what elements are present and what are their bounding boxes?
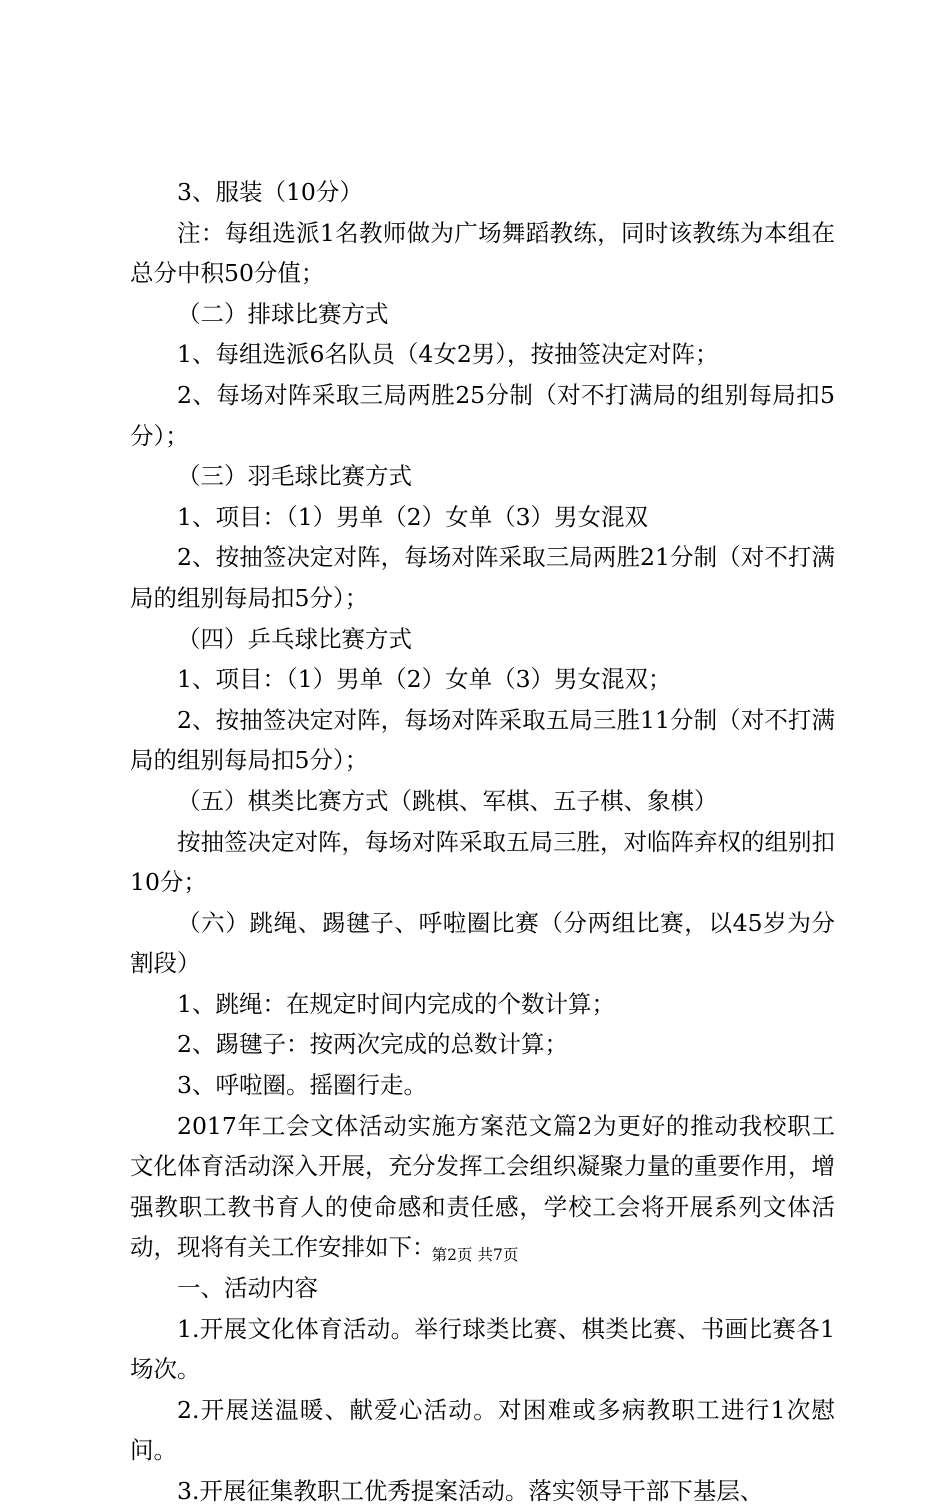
paragraph-clothing-score: 3、服装（10分） [177,178,363,206]
document-body [130,172,835,1512]
paragraph-plan-2-intro: 2017年工会文体活动实施方案范文篇2为更好的推动我校职工文化体育活动深入开展，充分发挥工会组织凝聚力量的重要作用，增强教职工教书育人的使命感和责任感，学校工会将开展系列文体活动，现将有关工作安排如下： [130,1111,835,1262]
paragraph-activity-1: 1.开展文化体育活动。举行球类比赛、棋类比赛、书画比赛各1场次。 [130,1314,835,1384]
paragraph-hula-hoop: 3、呼啦圈。摇圈行走。 [177,1071,427,1100]
paragraph-badminton-2: 2、按抽签决定对阵，每场对阵采取三局两胜21分制（对不打满局的组别每局扣5分）； [130,543,835,612]
paragraph-shuttlecock: 2、踢毽子：按两次完成的总数计算； [177,1030,568,1059]
heading-chess: （五）棋类比赛方式（跳棋、军棋、五子棋、象棋） [177,786,718,815]
heading-table-tennis: （四）乒乓球比赛方式 [177,624,412,653]
heading-activity-content: 一、活动内容 [177,1274,318,1303]
paragraph-table-tennis-2: 2、按抽签决定对阵，每场对阵采取五局三胜11分制（对不打满局的组别每局扣5分）； [130,705,835,775]
paragraph-volleyball-1: 1、每组选派6名队员（4女2男），按抽签决定对阵； [177,340,719,369]
paragraph-note-coach: 注：每组选派1名教师做为广场舞蹈教练，同时该教练为本组在总分中积50分值； [130,218,835,288]
paragraph-badminton-1: 1、项目：（1）男单（2）女单（3）男女混双 [177,502,649,531]
paragraph-volleyball-2: 2、每场对阵采取三局两胜25分制（对不打满局的组别每局扣5分）； [130,380,835,450]
paragraph-activity-2: 2.开展送温暖、献爱心活动。对困难或多病教职工进行1次慰问。 [130,1395,835,1465]
paragraph-chess: 按抽签决定对阵，每场对阵采取五局三胜，对临阵弃权的组别扣10分； [130,827,835,897]
heading-badminton: （三）羽毛球比赛方式 [177,462,412,491]
paragraph-activity-3: 3.开展征集教职工优秀提案活动。落实领导干部下基层、 [177,1477,764,1505]
heading-rope-shuttlecock-hoop: （六）跳绳、踢毽子、呼啦圈比赛（分两组比赛，以45岁为分割段） [130,908,835,978]
paragraph-rope: 1、跳绳：在规定时间内完成的个数计算； [177,989,615,1018]
page-number-footer: 第2页 共7页 [431,1246,519,1264]
paragraph-table-tennis-1: 1、项目：（1）男单（2）女单（3）男女混双； [177,665,672,694]
heading-volleyball: （二）排球比赛方式 [177,299,389,328]
